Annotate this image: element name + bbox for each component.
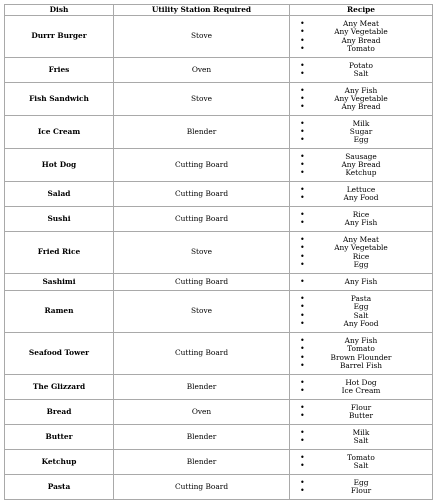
station-cell: Blender — [114, 116, 290, 149]
table-row — [5, 333, 433, 375]
recipe-cell — [290, 274, 433, 291]
ingredient-item: • Rice — [290, 253, 432, 261]
dish-name-cell: Ramen — [5, 291, 114, 333]
dish-name-cell: Sashimi — [5, 274, 114, 291]
ingredient-item: • Flour — [290, 487, 432, 495]
ingredient-list — [290, 337, 432, 370]
dish-name-cell: The Glizzard — [5, 375, 114, 400]
recipe-table — [4, 4, 433, 500]
ingredient-item: • Potato — [290, 62, 432, 70]
ingredient-item: • Salt — [290, 437, 432, 445]
recipe-cell — [290, 425, 433, 450]
station-cell: Cutting Board — [114, 149, 290, 182]
recipe-cell — [290, 333, 433, 375]
ingredient-item: • Any Vegetable — [290, 244, 432, 252]
dish-name-cell: Fries — [5, 58, 114, 83]
ingredient-item: • Any Meat — [290, 20, 432, 28]
table-body — [5, 16, 433, 500]
ingredient-list — [290, 479, 432, 495]
ingredient-item: • Egg — [290, 136, 432, 144]
station-cell: Stove — [114, 291, 290, 333]
dish-name-cell: Pasta — [5, 475, 114, 500]
ingredient-item: • Any Fish — [290, 337, 432, 345]
recipe-cell — [290, 116, 433, 149]
table-row — [5, 425, 433, 450]
recipe-cell — [290, 207, 433, 232]
ingredient-list — [290, 379, 432, 395]
ingredient-item: • Salt — [290, 312, 432, 320]
dish-name-cell: Seafood Tower — [5, 333, 114, 375]
table-row — [5, 450, 433, 475]
ingredient-list — [290, 454, 432, 470]
station-cell: Blender — [114, 450, 290, 475]
table-row — [5, 207, 433, 232]
ingredient-list — [290, 153, 432, 178]
recipe-cell — [290, 291, 433, 333]
column-header-recipe: Recipe — [290, 5, 433, 16]
ingredient-item: • Barrel Fish — [290, 362, 432, 370]
station-cell: Cutting Board — [114, 182, 290, 207]
dish-name-cell: Durrr Burger — [5, 16, 114, 58]
ingredient-list — [290, 211, 432, 227]
dish-name-cell: Hot Dog — [5, 149, 114, 182]
ingredient-item: • Any Meat — [290, 236, 432, 244]
dish-name-cell: Ketchup — [5, 450, 114, 475]
ingredient-item: • Tomato — [290, 454, 432, 462]
table-row — [5, 232, 433, 274]
table-row — [5, 182, 433, 207]
ingredient-item: • Flour — [290, 404, 432, 412]
column-header-station: Utility Station Required — [114, 5, 290, 16]
station-cell: Stove — [114, 232, 290, 274]
ingredient-list — [290, 404, 432, 420]
recipe-cell — [290, 182, 433, 207]
ingredient-item: • Ketchup — [290, 169, 432, 177]
ingredient-item: • Any Bread — [290, 161, 432, 169]
ingredient-item: • Any Fish — [290, 219, 432, 227]
recipe-cell — [290, 232, 433, 274]
recipe-cell — [290, 16, 433, 58]
recipe-cell — [290, 83, 433, 116]
ingredient-item: • Pasta — [290, 295, 432, 303]
table-row — [5, 58, 433, 83]
ingredient-list — [290, 62, 432, 78]
station-cell: Cutting Board — [114, 274, 290, 291]
ingredient-item: • Any Fish — [290, 87, 432, 95]
ingredient-item: • Egg — [290, 479, 432, 487]
table-row — [5, 116, 433, 149]
ingredient-list — [290, 87, 432, 112]
table-row — [5, 16, 433, 58]
ingredient-item: • Salt — [290, 462, 432, 470]
ingredient-item: • Salt — [290, 70, 432, 78]
ingredient-item: • Butter — [290, 412, 432, 420]
ingredient-list — [290, 186, 432, 202]
ingredient-item: • Brown Flounder — [290, 354, 432, 362]
ingredient-item: • Egg — [290, 303, 432, 311]
recipe-table-container — [4, 4, 432, 500]
dish-name-cell: Ice Cream — [5, 116, 114, 149]
recipe-cell — [290, 475, 433, 500]
station-cell: Blender — [114, 425, 290, 450]
station-cell: Stove — [114, 83, 290, 116]
recipe-cell — [290, 450, 433, 475]
station-cell: Oven — [114, 400, 290, 425]
ingredient-item: • Hot Dog — [290, 379, 432, 387]
ingredient-list — [290, 429, 432, 445]
dish-name-cell: Fried Rice — [5, 232, 114, 274]
table-row — [5, 291, 433, 333]
station-cell: Cutting Board — [114, 207, 290, 232]
dish-name-cell: Fish Sandwich — [5, 83, 114, 116]
station-cell: Blender — [114, 375, 290, 400]
ingredient-item: • Egg — [290, 261, 432, 269]
recipe-cell — [290, 400, 433, 425]
ingredient-item: • Any Food — [290, 320, 432, 328]
dish-name-cell: Butter — [5, 425, 114, 450]
dish-name-cell: Salad — [5, 182, 114, 207]
recipe-cell — [290, 375, 433, 400]
ingredient-item: • Any Vegetable — [290, 28, 432, 36]
table-row — [5, 83, 433, 116]
recipe-cell — [290, 149, 433, 182]
ingredient-list — [290, 295, 432, 328]
recipe-cell — [290, 58, 433, 83]
ingredient-item: • Any Bread — [290, 103, 432, 111]
table-row — [5, 149, 433, 182]
ingredient-list — [290, 236, 432, 269]
ingredient-item: • Tomato — [290, 45, 432, 53]
ingredient-item: • Rice — [290, 211, 432, 219]
dish-name-cell: Bread — [5, 400, 114, 425]
ingredient-item: • Tomato — [290, 345, 432, 353]
ingredient-list — [290, 20, 432, 53]
ingredient-item: • Any Fish — [290, 278, 432, 286]
ingredient-list — [290, 278, 432, 286]
ingredient-item: • Any Bread — [290, 37, 432, 45]
ingredient-item: • Milk — [290, 429, 432, 437]
table-row — [5, 400, 433, 425]
ingredient-item: • Ice Cream — [290, 387, 432, 395]
column-header-dish: Dish — [5, 5, 114, 16]
header-row — [5, 5, 433, 16]
ingredient-item: • Lettuce — [290, 186, 432, 194]
ingredient-item: • Any Food — [290, 194, 432, 202]
dish-name-cell: Sushi — [5, 207, 114, 232]
table-header — [5, 5, 433, 16]
station-cell: Stove — [114, 16, 290, 58]
ingredient-item: • Milk — [290, 120, 432, 128]
station-cell: Cutting Board — [114, 475, 290, 500]
table-row — [5, 375, 433, 400]
ingredient-item: • Sausage — [290, 153, 432, 161]
table-row — [5, 274, 433, 291]
station-cell: Oven — [114, 58, 290, 83]
station-cell: Cutting Board — [114, 333, 290, 375]
table-row — [5, 475, 433, 500]
ingredient-item: • Sugar — [290, 128, 432, 136]
ingredient-item: • Any Vegetable — [290, 95, 432, 103]
ingredient-list — [290, 120, 432, 145]
